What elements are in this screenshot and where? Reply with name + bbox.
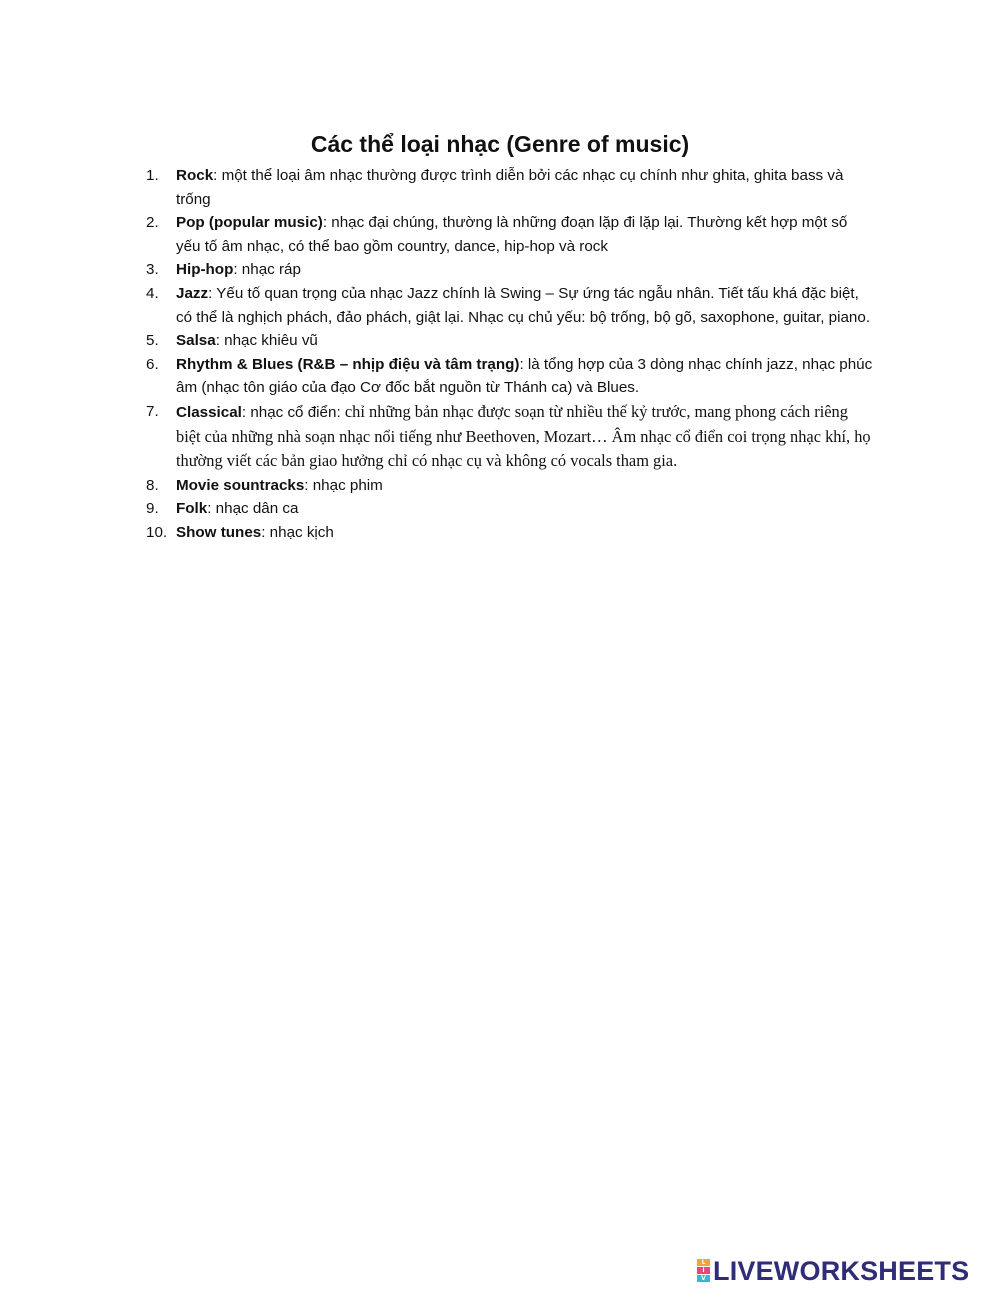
item-number: 8.	[146, 476, 159, 494]
list-item	[146, 211, 876, 258]
page-title: Các thể loại nhạc (Genre of music)	[310, 131, 690, 158]
item-number: 5.	[146, 332, 159, 350]
genre-description: : là tổng hợp của 3 dòng nhạc chính jazz, nhạc phúc âm (nhạc tôn giáo của đạo Cơ đốc bắt nguồn từ Thánh ca) và Blues.	[176, 355, 873, 397]
genre-name: Rhythm & Blues (R&B – nhịp điệu và tâm trạng)	[176, 355, 520, 373]
list-item	[146, 521, 876, 545]
genre-name: Hip-hop	[176, 261, 234, 279]
item-number: 1.	[146, 167, 159, 184]
genre-name: Pop (popular music)	[176, 214, 323, 232]
genre-description: : nhạc khiêu vũ	[215, 332, 318, 350]
item-number: 6.	[146, 355, 159, 373]
genre-name: Show tunes	[176, 523, 262, 541]
logo-block-top: L	[697, 1259, 710, 1266]
list-item	[146, 282, 876, 329]
list-item	[146, 474, 876, 498]
logo-block-middle: I	[697, 1267, 710, 1274]
item-number: 7.	[146, 402, 159, 420]
genre-description: : nhạc ráp	[233, 261, 301, 279]
liveworksheets-logo	[697, 1255, 969, 1287]
genre-description-detail: chỉ những bản nhạc được soạn từ nhiều thế kỷ trước, mang phong cách riêng biệt của những nhà soạn nhạc nổi tiếng như Beethoven, Mozart… Âm nhạc cổ điển coi trọng nhạc khí, họ thường viết các bản giao hưởng chỉ có nhạc cụ và không có vocals tham gia.	[176, 401, 871, 471]
list-item	[146, 258, 876, 282]
genre-description: : nhạc đại chúng, thường là những đoạn lặp đi lặp lại. Thường kết hợp một số yếu tố âm nhạc, có thể bao gồm country, dance, hip-hop và rock	[176, 214, 848, 255]
genre-name: Folk	[176, 500, 208, 518]
list-item	[146, 353, 876, 400]
item-number: 2.	[146, 214, 159, 232]
genre-name: Salsa	[176, 332, 216, 350]
item-number: 9.	[146, 500, 159, 518]
list-item	[146, 164, 876, 211]
genre-description: : nhạc cổ điển:	[241, 403, 345, 421]
genre-description: : một thể loại âm nhạc thường được trình diễn bởi các nhạc cụ chính như ghita, ghita bass và trống	[176, 167, 844, 208]
genre-name: Jazz	[176, 284, 209, 302]
genre-description: : Yếu tố quan trọng của nhạc Jazz chính là Swing – Sự ứng tác ngẫu nhân. Tiết tấu khá đặc biệt, có thể là nghịch phách, đảo phách, giật lại. Nhạc cụ chủ yếu: bộ trống, bộ gõ, saxophone, guitar, piano.	[176, 284, 871, 326]
genre-description: : nhạc dân ca	[207, 500, 299, 518]
list-item	[146, 400, 876, 474]
genre-description: : nhạc kịch	[261, 523, 334, 541]
logo-block-bottom: V	[697, 1275, 710, 1282]
list-item	[146, 329, 876, 353]
logo-text: LIVEWORKSHEETS	[713, 1255, 970, 1286]
genre-name: Classical	[176, 403, 242, 421]
item-number: 10.	[146, 523, 168, 541]
item-number: 4.	[146, 284, 159, 302]
genre-description: : nhạc phim	[304, 476, 383, 494]
genre-name: Rock	[176, 167, 214, 184]
genre-name: Movie sountracks	[176, 476, 305, 494]
liveworksheets-logo-icon	[697, 1259, 710, 1283]
item-number: 3.	[146, 261, 159, 279]
genre-list	[146, 164, 876, 545]
list-item	[146, 497, 876, 521]
